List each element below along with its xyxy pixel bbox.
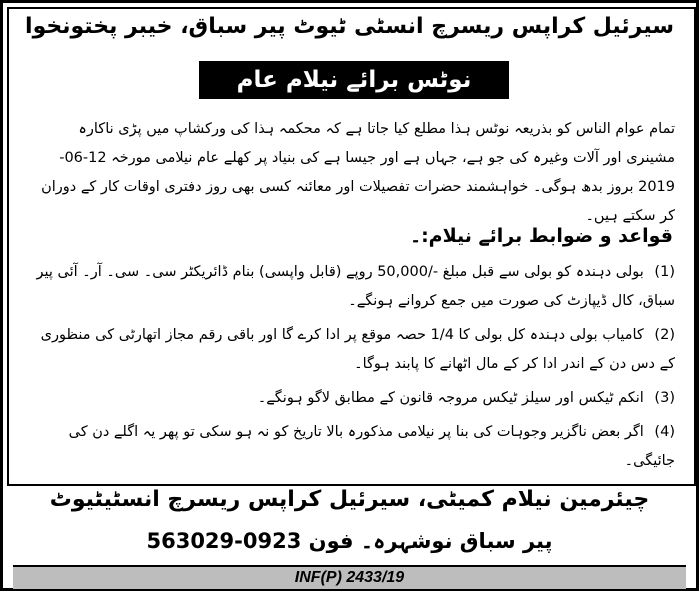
- rule-number: (1): [654, 264, 675, 280]
- rule-text: کامیاب بولی دہندہ کل بولی کا 1/4 حصہ موقع پر ادا کرے گا اور باقی رقم مجاز اتھارٹی کی منظوری کے دس دن کے اندر ادا کر کے مال اٹھانے کا پابند ہوگا۔: [40, 327, 675, 372]
- rule-number: (3): [654, 390, 675, 406]
- rules-list: [29, 258, 675, 481]
- rule-item: [29, 384, 675, 413]
- rule-number: (2): [654, 327, 675, 343]
- rule-item: [29, 258, 675, 316]
- rule-item: [29, 418, 675, 476]
- reference-number: [13, 565, 686, 589]
- rule-item: [29, 321, 675, 379]
- rules-heading: قواعد و ضوابط برائے نیلام:۔: [409, 225, 673, 247]
- footer-address-phone: پیر سباق نوشہرہ۔ فون 0923-563029: [146, 529, 553, 553]
- intro-paragraph: تمام عوام الناس کو بذریعہ نوٹس ہذا مطلع کیا جاتا ہے کہ محکمہ ہذا کی ورکشاپ میں پڑی ناکارہ مشینری اور آلات وغیرہ کی جو ہے، جہاں ہے اور جیسا ہے کی بنیاد پر کھلے عام نیلامی مورخہ 12-06-2019 بروز بدھ ہوگی۔ خواہشمند حضرات تفصیلات اور معائنہ کسی بھی روز دفتری اوقات کار کے دوران کر سکتے ہیں۔: [41, 121, 675, 224]
- reference-text: INF(P) 2433/19: [294, 569, 405, 586]
- footer-chairman: چیئرمین نیلام کمیٹی، سیرئیل کراپس ریسرچ انسٹیٹیوٹ: [49, 487, 650, 512]
- rule-text: بولی دہندہ کو بولی سے قبل مبلغ -/50,000 روپے (قابل واپسی) بنام ڈائریکٹر سی۔ سی۔ آر۔ آئی پیر سباق، کال ڈیپازٹ کی صورت میں جمع کروانے ہونگے۔: [36, 264, 675, 309]
- rule-number: (4): [654, 424, 675, 440]
- institute-title: سیرئیل کراپس ریسرچ انسٹی ٹیوٹ پیر سباق، خیبر پختونخوا: [25, 14, 674, 39]
- rule-text: اگر بعض ناگزیر وجوہات کی بنا پر نیلامی مذکورہ بالا تاریخ کو نہ ہو سکی تو پھر یہ اگلے دن کی جائیگی۔: [68, 424, 675, 469]
- notice-subtitle: نوٹس برائے نیلام عام: [199, 61, 509, 99]
- rule-text: انکم ٹیکس اور سیلز ٹیکس مروجہ قانون کے مطابق لاگو ہونگے۔: [257, 390, 644, 406]
